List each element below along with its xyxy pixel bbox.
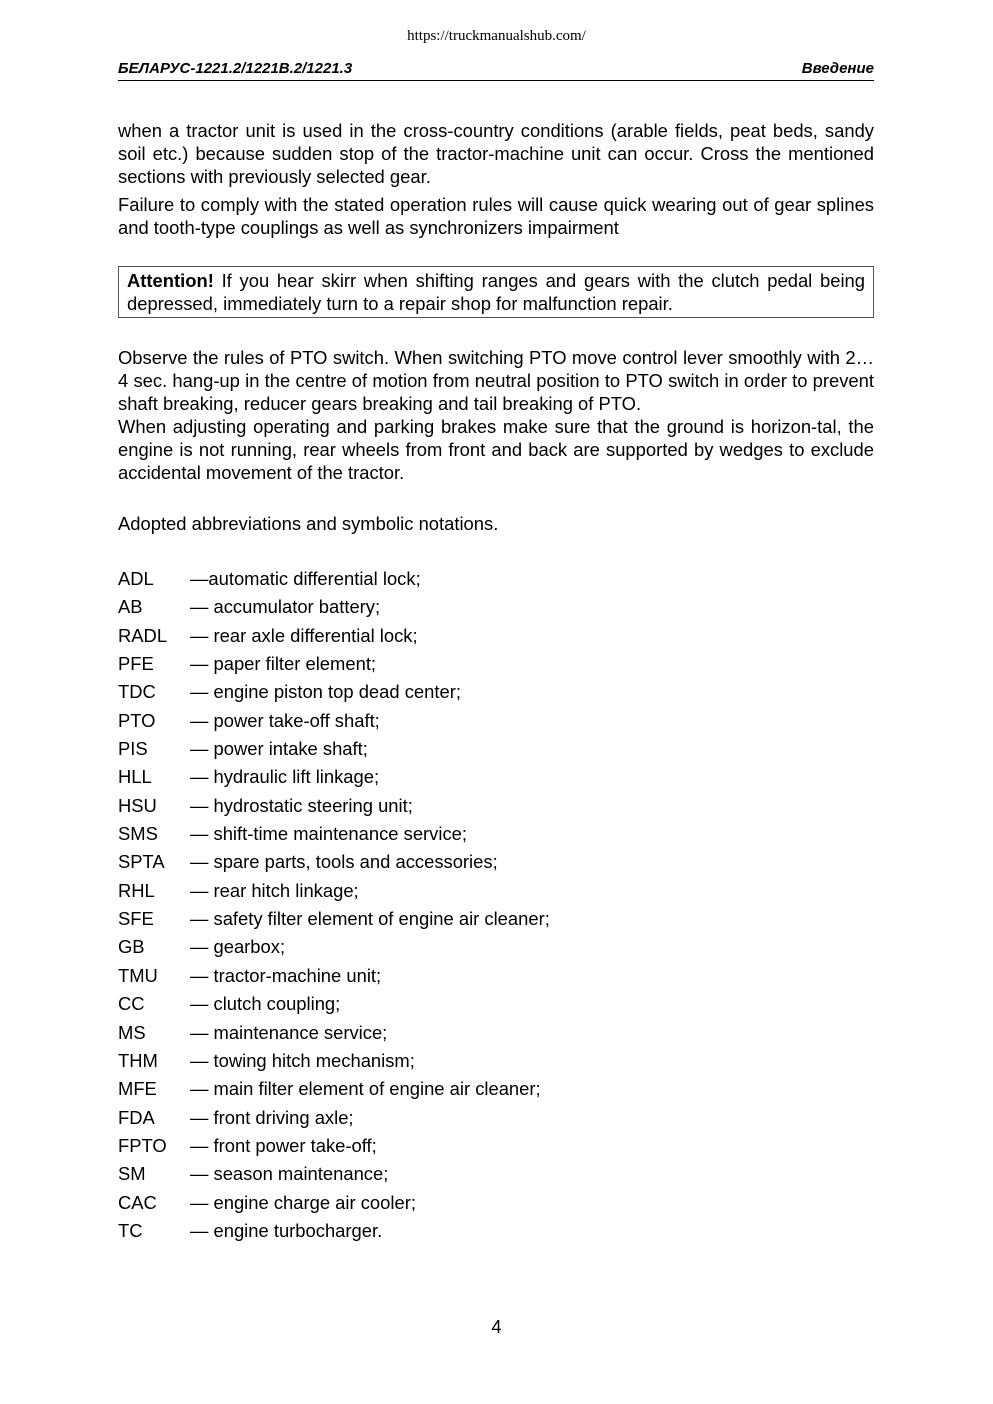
abbreviation-code: MFE	[118, 1078, 157, 1100]
abbreviation-description: — towing hitch mechanism;	[190, 1049, 415, 1071]
abbreviation-code: SFE	[118, 908, 154, 930]
paragraph-brakes	[118, 415, 874, 484]
list-item	[118, 907, 818, 935]
list-item	[118, 935, 818, 963]
abbreviation-description: — tractor-machine unit;	[190, 964, 382, 986]
abbreviation-description: — rear hitch linkage;	[190, 879, 359, 901]
paragraph-cross-country	[118, 119, 874, 188]
abbreviation-code: SM	[118, 1163, 146, 1185]
header-model-title: БЕЛАРУС-1221.2/1221В.2/1221.3	[118, 60, 353, 77]
list-item	[118, 709, 818, 737]
list-item	[118, 1162, 818, 1190]
abbreviation-description: — engine turbocharger.	[190, 1219, 383, 1241]
header-section-title: Введение	[801, 60, 874, 77]
abbreviation-description: — main filter element of engine air cleaner;	[190, 1078, 541, 1100]
running-header	[118, 60, 874, 81]
list-item	[118, 652, 818, 680]
abbreviation-code: RADL	[118, 624, 168, 646]
list-item	[118, 794, 818, 822]
abbreviation-description: —automatic differential lock;	[190, 568, 421, 589]
abbreviation-description: — clutch coupling;	[190, 993, 341, 1015]
attention-text: If you hear skirr when shifting ranges and gears with the clutch pedal being depressed, immediately turn to a repair shop for malfunction repair.	[127, 270, 865, 314]
abbreviation-description: — spare parts, tools and accessories;	[190, 851, 498, 873]
abbreviation-description: — front driving axle;	[190, 1106, 354, 1128]
attention-notice	[118, 266, 874, 318]
abbreviation-code: SMS	[118, 823, 158, 845]
list-item	[118, 850, 818, 878]
abbreviation-code: HLL	[118, 766, 152, 788]
list-item	[118, 737, 818, 765]
list-item	[118, 567, 818, 595]
list-item	[118, 964, 818, 992]
abbreviation-code: SPTA	[118, 851, 165, 873]
paragraph-text: Adopted abbreviations and symbolic notations.	[118, 513, 499, 534]
abbreviation-code: PIS	[118, 738, 148, 760]
abbreviation-code: MS	[118, 1021, 146, 1043]
abbreviation-description: — paper filter element;	[190, 653, 377, 675]
source-url: https://truckmanualshub.com/	[407, 28, 586, 44]
abbreviation-code: FPTO	[118, 1134, 167, 1156]
paragraph-text: Failure to comply with the stated operation rules will cause quick wearing out of gear splines and tooth-type couplings as well as synchronizers impairment	[118, 194, 874, 238]
abbreviation-description: — hydrostatic steering unit;	[190, 794, 413, 816]
page-number: 4	[491, 1317, 502, 1337]
abbreviation-code: PTO	[118, 709, 156, 731]
abbreviation-code: GB	[118, 936, 145, 958]
abbreviation-code: PFE	[118, 653, 154, 675]
abbreviation-code: RHL	[118, 879, 155, 901]
abbreviation-description: — engine charge air cooler;	[190, 1191, 416, 1213]
list-item	[118, 1134, 818, 1162]
paragraph-pto-switch	[118, 346, 874, 415]
list-item	[118, 1049, 818, 1077]
abbreviation-description: — accumulator battery;	[190, 596, 381, 618]
list-item	[118, 1077, 818, 1105]
abbreviation-code: AB	[118, 596, 143, 618]
abbreviation-description: — safety filter element of engine air cleaner;	[190, 908, 550, 930]
abbreviations-list	[118, 567, 818, 1247]
list-item	[118, 680, 818, 708]
abbreviation-description: — hydraulic lift linkage;	[190, 766, 380, 788]
abbreviation-code: TMU	[118, 964, 158, 986]
paragraph-failure-warning	[118, 193, 874, 239]
paragraph-text: When adjusting operating and parking brakes make sure that the ground is horizon-tal, the engine is not running, rear wheels from front and back are supported by wedges to exclude accidental movement of the tractor.	[118, 416, 874, 483]
abbreviation-description: — shift-time maintenance service;	[190, 823, 467, 845]
paragraph-text: when a tractor unit is used in the cross-country conditions (arable fields, peat beds, sandy soil etc.) because sudden stop of the tractor-machine unit can occur. Cross the mentioned sections with previously selected gear.	[118, 120, 874, 187]
abbreviation-code: TDC	[118, 681, 156, 703]
paragraph-abbreviations-intro	[118, 512, 874, 535]
abbreviation-description: — rear axle differential lock;	[190, 624, 418, 646]
list-item	[118, 595, 818, 623]
abbreviation-code: TC	[118, 1219, 143, 1241]
abbreviation-code: FDA	[118, 1106, 155, 1128]
abbreviation-code: HSU	[118, 794, 157, 816]
abbreviation-code: CC	[118, 993, 145, 1015]
abbreviation-code: THM	[118, 1049, 158, 1071]
attention-label: Attention!	[127, 270, 214, 291]
abbreviation-description: — engine piston top dead center;	[190, 681, 461, 703]
list-item	[118, 1021, 818, 1049]
abbreviation-description: — power intake shaft;	[190, 738, 368, 760]
list-item	[118, 765, 818, 793]
list-item	[118, 1219, 818, 1247]
list-item	[118, 992, 818, 1020]
abbreviation-code: CAC	[118, 1191, 157, 1213]
list-item	[118, 879, 818, 907]
paragraph-text: Observe the rules of PTO switch. When switching PTO move control lever smoothly with 2…4 sec. hang-up in the centre of motion from neutral position to PTO switch in order to prevent shaft breaking, reducer gears breaking and tail breaking of PTO.	[118, 347, 874, 414]
abbreviation-description: — season maintenance;	[190, 1163, 389, 1185]
list-item	[118, 1106, 818, 1134]
abbreviation-description: — front power take-off;	[190, 1134, 377, 1156]
list-item	[118, 1191, 818, 1219]
abbreviation-description: — gearbox;	[190, 936, 286, 958]
list-item	[118, 822, 818, 850]
abbreviation-description: — maintenance service;	[190, 1021, 388, 1043]
abbreviation-description: — power take-off shaft;	[190, 709, 380, 731]
list-item	[118, 624, 818, 652]
abbreviation-code: ADL	[118, 568, 154, 589]
